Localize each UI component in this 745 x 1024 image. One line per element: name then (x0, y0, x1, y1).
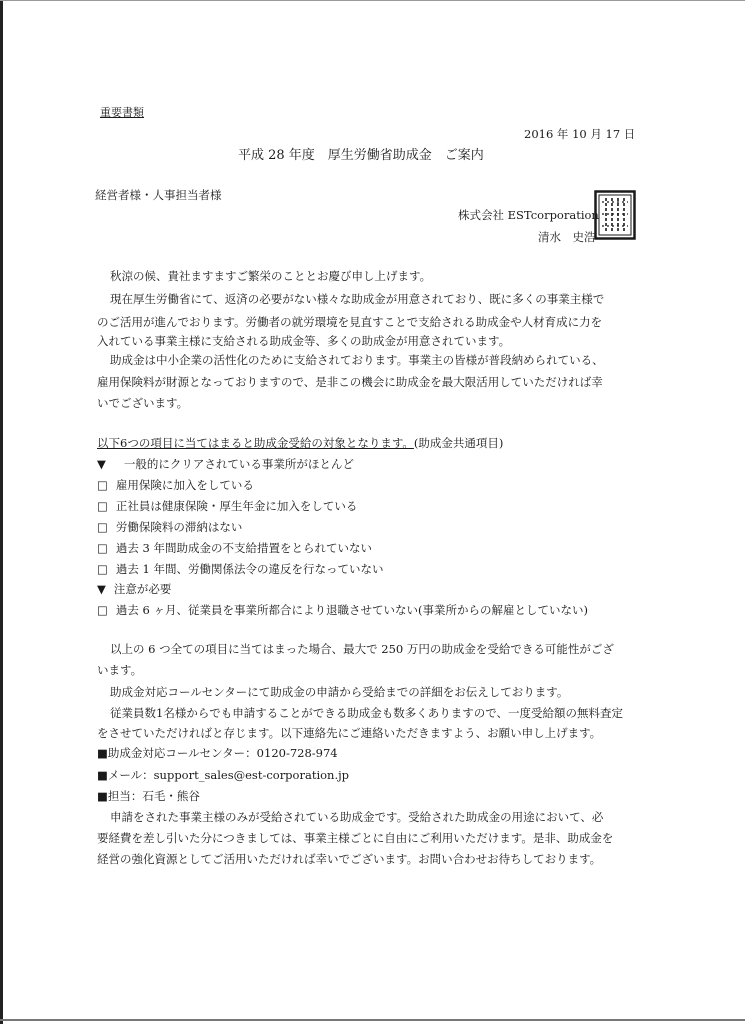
conditions-heading-text: 以下6つの項目に当てはまると助成金受給の対象となります。 (97, 436, 414, 450)
sender-name: 清水 史浩 (538, 230, 596, 244)
closing-line: 要経費を差し引いた分につきましては、事業主様ごとに自由にご利用いただけます。是非、助成金を (97, 831, 614, 845)
condition-text: 正社員は健康保険・厚生年金に加入をしている (115, 499, 358, 513)
square-bullet-icon: ■ (97, 789, 108, 803)
condition-text: 過去 3 年間助成金の不支給措置をとられていない (115, 541, 373, 555)
condition-text: 雇用保険に加入をしている (115, 478, 254, 492)
scan-edge-left (0, 0, 3, 1024)
body-line: 助成金対応コールセンターにて助成金の申請から受給までの詳細をお伝えしております。 (110, 685, 569, 699)
body-line: をさせていただければと存じます。以下連絡先にご連絡いただきますよう、お願い申し上げます。 (97, 726, 602, 740)
contact-text: 助成金対応コールセンター：0120-728-974 (107, 746, 338, 760)
triangle-marker-icon: ▼ (97, 457, 106, 471)
intro-line: 雇用保険料が財源となっておりますので、是非この機会に助成金を最大限活用していただければ幸 (97, 375, 603, 389)
checkbox-icon: □ (97, 499, 108, 513)
intro-line: いでございます。 (97, 396, 189, 410)
condition-item (97, 520, 242, 534)
closing-line: 経営の強化資源としてご活用いただければ幸いでございます。お問い合わせお待ちしております。 (97, 852, 602, 866)
contact-call-center (97, 746, 338, 760)
intro-line: 秋涼の候、貴社ますますご繁栄のこととお慶び申し上げます。 (110, 269, 432, 283)
checkbox-icon: □ (97, 603, 108, 617)
contact-text: メール：support_sales@est-corporation.jp (107, 768, 350, 782)
contact-person (97, 789, 200, 803)
condition-item (97, 582, 171, 596)
body-line: 従業員数1名様からでも申請することができる助成金も数多くありますので、一度受給額の無料査定 (110, 706, 623, 720)
sender-company: 株式会社 ESTcorporation (458, 208, 599, 222)
closing-line: 申請をされた事業主様のみが受給されている助成金です。受給された助成金の用途において、必 (110, 810, 604, 824)
condition-text: 過去 6 ヶ月、従業員を事業所都合により退職させていない(事業所からの解雇としていない) (115, 603, 588, 617)
checkbox-icon: □ (97, 562, 108, 576)
condition-item (97, 603, 588, 617)
document-label: 重要書類 (100, 106, 144, 119)
condition-text: 一般的にクリアされている事業所がほとんど (123, 457, 354, 471)
conditions-heading (97, 436, 503, 450)
addressee: 経営者様・人事担当者様 (95, 188, 222, 202)
triangle-marker-icon: ▼ (97, 582, 106, 596)
intro-line: 助成金は中小企業の活性化のために支給されております。事業主の皆様が普段納められている、 (110, 353, 604, 367)
intro-line: 入れている事業主様に支給される助成金等、多くの助成金が用意されています。 (97, 334, 511, 348)
checkbox-icon: □ (97, 520, 108, 534)
condition-item (97, 457, 354, 471)
conditions-heading-note: (助成金共通項目) (413, 436, 504, 450)
condition-item (97, 541, 372, 555)
contact-text: 担当：石毛・熊谷 (107, 789, 200, 803)
condition-text: 過去 1 年間、労働関係法令の違反を行なっていない (115, 562, 384, 576)
contact-email (97, 768, 349, 782)
body-line: います。 (97, 663, 143, 677)
company-seal-stamp (594, 190, 636, 240)
document-date: 2016 年 10 月 17 日 (524, 127, 636, 141)
square-bullet-icon: ■ (97, 746, 108, 760)
condition-item (97, 499, 357, 513)
checkbox-icon: □ (97, 541, 108, 555)
document-title: 平成 28 年度 厚生労働省助成金 ご案内 (238, 148, 484, 163)
body-line: 以上の 6 つ全ての項目に当てはまった場合、最大で 250 万円の助成金を受給できる可能性がござ (110, 642, 614, 656)
condition-item (97, 478, 254, 492)
intro-line: 現在厚生労働省にて、返済の必要がない様々な助成金が用意されており、既に多くの事業主様で (110, 292, 605, 306)
checkbox-icon: □ (97, 478, 108, 492)
condition-text: 注意が必要 (113, 582, 172, 596)
scan-edge-top (0, 0, 745, 1)
intro-line: のご活用が進んでおります。労働者の就労環境を見直すことで支給される助成金や人材育成に力を (97, 315, 603, 329)
condition-item (97, 562, 384, 576)
square-bullet-icon: ■ (97, 768, 108, 782)
scan-edge-bottom (0, 1019, 745, 1021)
condition-text: 労働保険料の滞納はない (115, 520, 243, 534)
